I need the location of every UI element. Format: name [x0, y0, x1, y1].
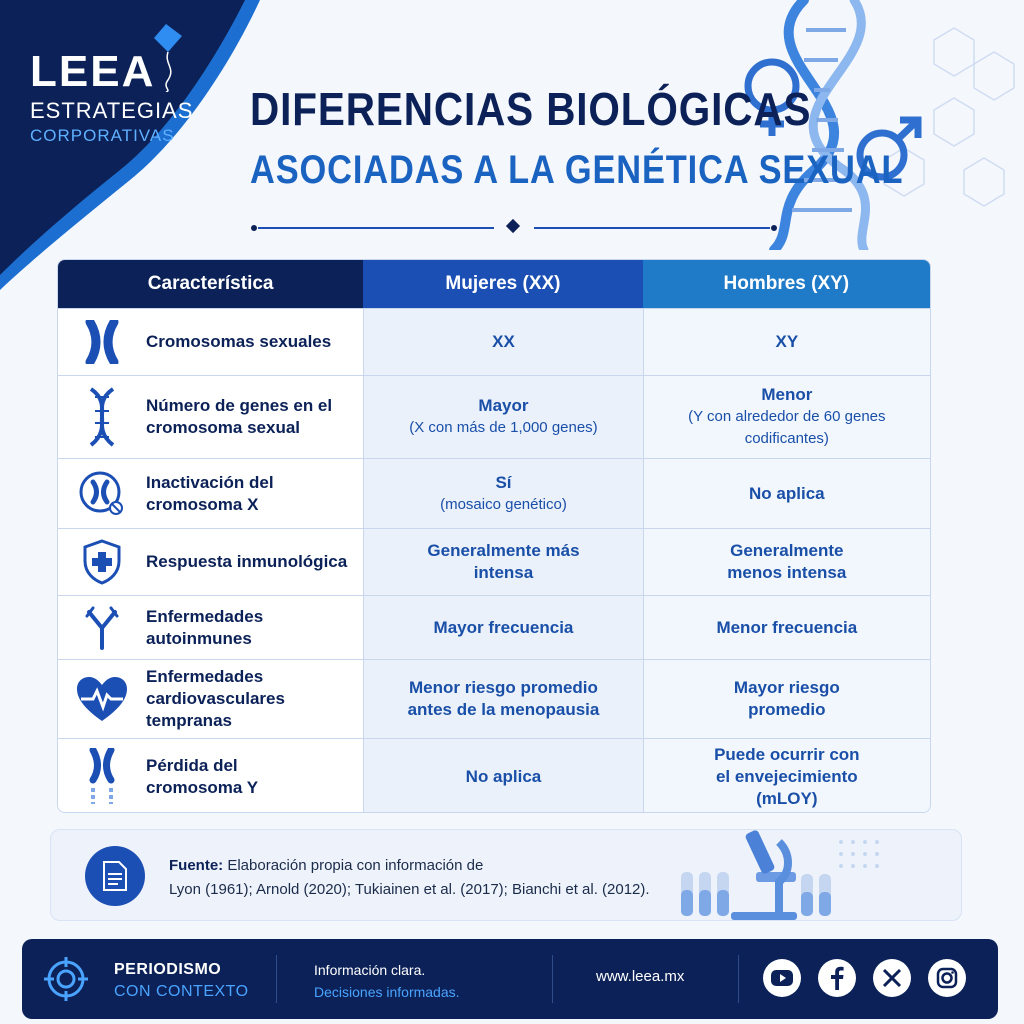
x-icon[interactable] [873, 959, 911, 997]
men-value: XY [775, 332, 799, 351]
header-characteristic: Característica [58, 260, 363, 308]
dna-icon [58, 387, 146, 447]
men-value: No aplica [749, 483, 825, 503]
women-value-note: (mosaico genético) [440, 495, 567, 513]
brand-tagline-1: ESTRATEGIAS [30, 98, 194, 123]
page-title: DIFERENCIAS BIOLÓGICAS [250, 83, 812, 135]
instagram-icon[interactable] [928, 959, 966, 997]
women-value-note: (X con más de 1,000 genes) [409, 419, 598, 436]
footer-tagline-line-2: Decisiones informadas. [314, 984, 460, 1000]
target-icon [44, 957, 88, 1001]
document-icon [85, 846, 145, 906]
table-row [58, 458, 930, 528]
footer-brand [114, 959, 249, 1003]
men-value: Puede ocurrir con el envejecimiento (mLOY) [714, 745, 860, 808]
table-row [58, 738, 930, 813]
row-feature: Enfermedades autoinmunes [146, 606, 264, 648]
women-value: Generalmente más intensa [427, 541, 580, 582]
brand-tagline-2: CORPORATIVAS [30, 126, 175, 145]
antibody-icon [58, 606, 146, 650]
source-citation [169, 854, 650, 902]
brand-logo[interactable] [30, 47, 200, 146]
broken-chromosome-icon [58, 748, 146, 806]
row-feature: Pérdida del cromosoma Y [146, 756, 259, 797]
source-label: Fuente: [169, 857, 224, 874]
footer-tagline [314, 959, 460, 1003]
footer-bar [22, 939, 998, 1019]
website-link[interactable]: www.leea.mx [596, 968, 685, 985]
table-row [58, 528, 930, 595]
men-value: Mayor riesgo promedio [733, 678, 840, 719]
heart-pulse-icon [58, 675, 146, 723]
footer-tagline-line-1: Información clara. [314, 962, 426, 978]
source-line-2: Lyon (1961); Arnold (2020); Tukiainen et al. (2017); Bianchi et al. (2012). [169, 881, 650, 898]
microscope-icon [661, 822, 891, 922]
footer-brand-line-2: CON CONTEXTO [114, 983, 249, 1000]
row-feature: Cromosomas sexuales [146, 332, 332, 351]
women-value: Mayor frecuencia [433, 617, 574, 637]
facebook-icon[interactable] [818, 959, 856, 997]
header-men: Hombres (XY) [643, 260, 930, 308]
page-subtitle: ASOCIADAS A LA GENÉTICA SEXUAL [250, 148, 904, 192]
footer-divider [276, 955, 277, 1003]
x-inactivation-icon [58, 470, 146, 518]
footer-divider [738, 955, 739, 1003]
women-value: XX [492, 332, 515, 351]
title-divider [250, 218, 778, 238]
women-value: No aplica [465, 767, 542, 786]
youtube-icon[interactable] [763, 959, 801, 997]
men-value: Menor [761, 385, 813, 404]
table-row [58, 659, 930, 738]
header-women: Mujeres (XX) [363, 260, 642, 308]
women-value: Menor riesgo promedio antes de la menopausia [407, 678, 600, 719]
comparison-table [57, 259, 931, 813]
women-value: Sí [495, 472, 512, 492]
footer-brand-line-1: PERIODISMO [114, 961, 222, 978]
source-box [50, 829, 962, 921]
men-value: Generalmente menos intensa [727, 541, 847, 582]
men-value-note: (Y con alrededor de 60 genes codificantes) [688, 408, 886, 447]
source-line-1: Elaboración propia con información de [227, 857, 484, 874]
row-feature: Respuesta inmunológica [146, 552, 348, 571]
chromosome-icon [58, 320, 146, 364]
row-feature: Inactivación del cromosoma X [146, 472, 274, 514]
shield-plus-icon [58, 539, 146, 585]
row-feature: Enfermedades cardiovasculares tempranas [146, 667, 285, 730]
table-row [58, 375, 930, 458]
brand-name: LEEA [30, 47, 156, 96]
table-header [58, 260, 930, 308]
table-row [58, 595, 930, 659]
women-value: Mayor [478, 396, 529, 415]
table-row [58, 308, 930, 375]
footer-divider [552, 955, 553, 1003]
row-feature: Número de genes en el cromosoma sexual [146, 396, 333, 437]
men-value: Menor frecuencia [716, 617, 858, 637]
